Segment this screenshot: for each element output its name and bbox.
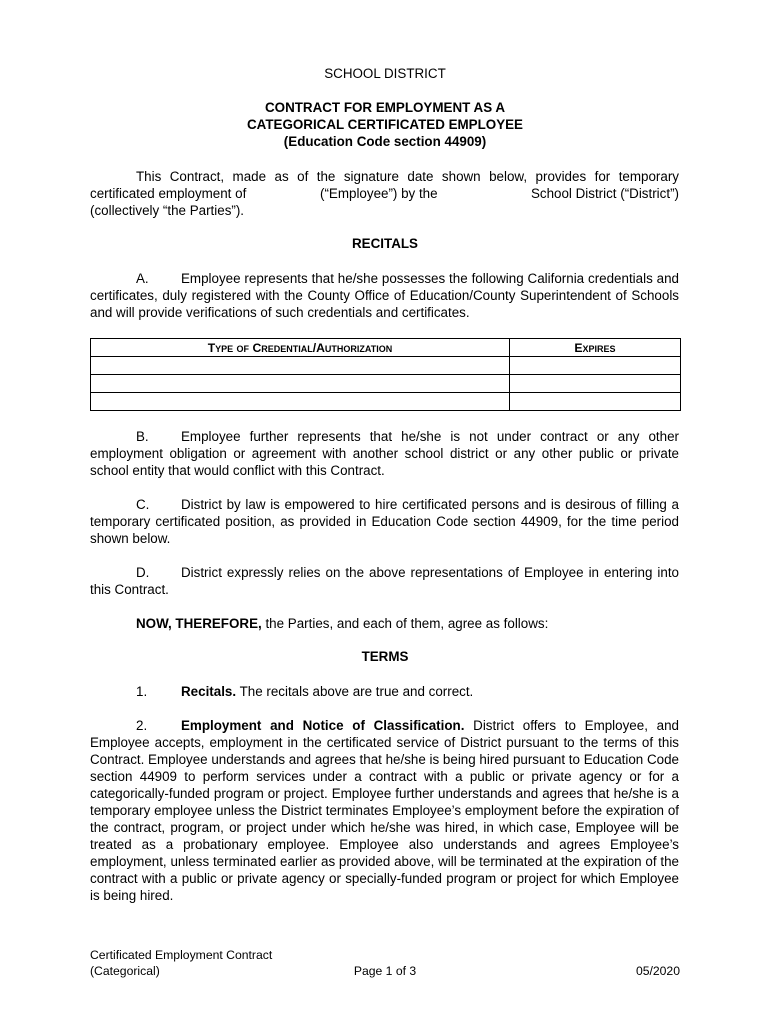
now-therefore-text: the Parties, and each of them, agree as follows: (261, 616, 549, 631)
intro-line-3: (collectively “the Parties”). (90, 203, 245, 218)
now-therefore-paragraph (90, 615, 679, 632)
recital-c-label: C. (136, 497, 150, 512)
recital-d (90, 564, 679, 598)
recital-a (90, 270, 679, 321)
recital-a-label: A. (136, 271, 149, 286)
title-line-1: CONTRACT FOR EMPLOYMENT AS A (264, 100, 506, 115)
expires-cell[interactable] (510, 393, 681, 411)
footer-date: 05/2020 (635, 964, 680, 978)
table-row (91, 393, 681, 411)
recital-c-text: District by law is empowered to hire certificated persons and is desirous of filling a temporary certificated position, as provided in Education Code section 44909, for the time period shown below. (90, 497, 679, 546)
intro-employee-by: (“Employee”) by the (320, 186, 438, 201)
intro-line-1: This Contract, made as of the signature date shown below, provides for temporary (136, 169, 679, 184)
intro-line-2 (90, 185, 679, 202)
recital-b (90, 428, 679, 479)
expires-cell[interactable] (510, 357, 681, 375)
intro-paragraph (90, 168, 679, 219)
term-1-title: Recitals. (181, 684, 237, 699)
recital-a-text: Employee represents that he/she possesses the following California credentials and certificates, duly registered with the County Office of Education/County Superintendent of Schools and will provide verifications of such credentials and certificates. (90, 271, 679, 320)
term-2-text: District offers to Employee, and Employee accepts, employment in the certificated service of District pursuant to the terms of this Contract. Employee understands and agrees that he/she is being hired pursuant to Education Code section 44909 to perform services under a contract with a public or private agency or for a categorically-funded program or project. Employee further understands and agrees that he/she is a temporary employee unless the District terminates Employee’s employment before the expiration of the contract, program, or project under which he/she was hired, in which case, Employee will be treated as a probationary employee. Employee also understands and agrees Employee’s employment, unless terminated earlier as provided above, will be terminated at the expiration of the contract with a public or private agency or specially-funded program or project for which Employee is being hired. (90, 718, 679, 903)
credential-table-header (91, 339, 681, 357)
recital-c (90, 496, 679, 547)
term-2-title: Employment and Notice of Classification. (181, 718, 465, 733)
recital-d-label: D. (136, 565, 150, 580)
term-1-text: The recitals above are true and correct. (236, 684, 474, 699)
term-1 (90, 683, 679, 700)
credential-cell[interactable] (91, 357, 510, 375)
intro-district: School District (“District”) (530, 186, 679, 201)
footer-page-number: Page 1 of 3 (353, 964, 417, 978)
recitals-heading: RECITALS (352, 236, 418, 251)
term-1-label: 1. (136, 684, 148, 699)
title-line-2: CATEGORICAL CERTIFICATED EMPLOYEE (246, 117, 523, 132)
footer-title-line-1: Certificated Employment Contract (90, 948, 273, 962)
term-2 (90, 717, 679, 904)
table-row (91, 375, 681, 393)
credential-cell[interactable] (91, 393, 510, 411)
expires-cell[interactable] (510, 375, 681, 393)
district-heading: SCHOOL DISTRICT (324, 66, 446, 81)
recital-b-label: B. (136, 429, 149, 444)
footer-title-line-2: (Categorical) (90, 964, 160, 978)
table-row (91, 357, 681, 375)
title-line-3: (Education Code section 44909) (283, 134, 487, 149)
recital-b-text: Employee further represents that he/she is not under contract or any other employment obligation or agreement with another school district or any other public or private school entity that would conflict with this Contract. (90, 429, 679, 478)
col-type-header: Type of Credential/Authorization (91, 339, 510, 357)
recital-d-text: District expressly relies on the above representations of Employee in entering into this Contract. (90, 565, 679, 597)
credential-cell[interactable] (91, 375, 510, 393)
now-therefore-bold: NOW, THEREFORE, (136, 616, 262, 631)
terms-heading: TERMS (361, 649, 409, 664)
intro-employment-of: certificated employment of (90, 186, 247, 201)
col-expires-header: Expires (510, 339, 681, 357)
term-2-label: 2. (136, 718, 148, 733)
credential-table (90, 338, 681, 411)
